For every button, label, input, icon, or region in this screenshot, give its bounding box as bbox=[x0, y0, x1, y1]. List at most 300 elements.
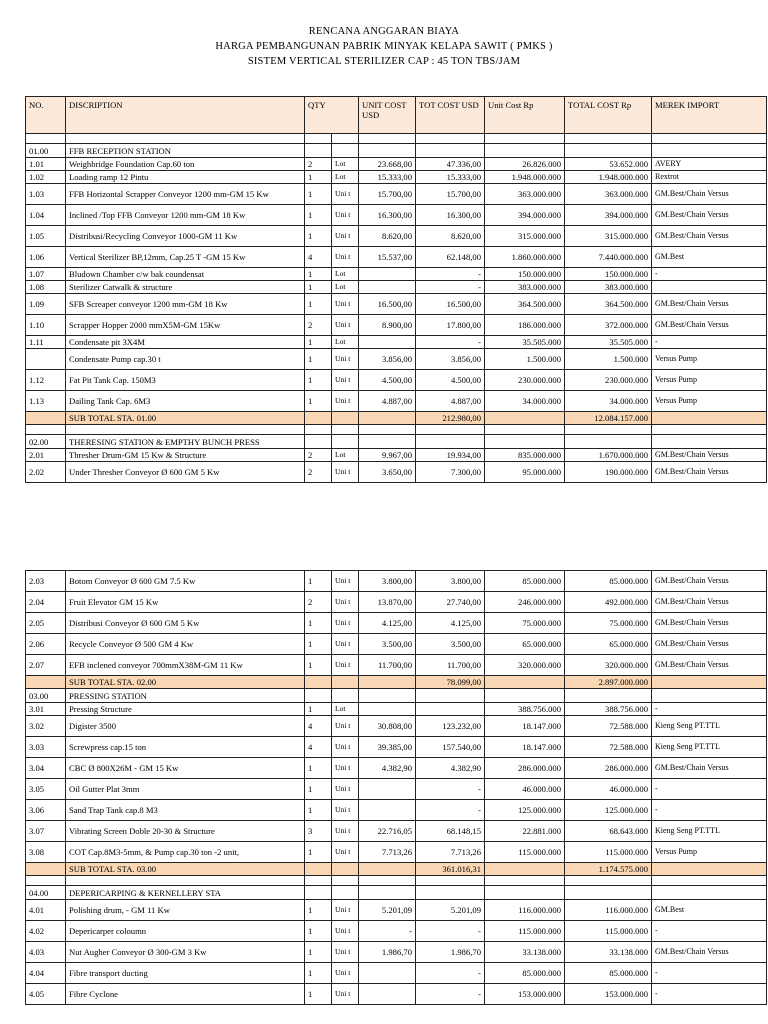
item-merek: GM.Best/Chain Versus bbox=[652, 449, 767, 462]
item-unit-cost-usd: 1.986,70 bbox=[359, 942, 416, 963]
item-merek: GM.Best/Chain Versus bbox=[652, 613, 767, 634]
subtotal-tot-cost-usd: 212.980,00 bbox=[416, 412, 485, 425]
table-row bbox=[26, 737, 767, 758]
item-unit: Uni t bbox=[332, 900, 359, 921]
item-number bbox=[26, 349, 66, 370]
item-merek: GM.Best/Chain Versus bbox=[652, 571, 767, 592]
item-qty: 1 bbox=[305, 655, 332, 676]
empty-cell bbox=[26, 412, 66, 425]
item-unit: Uni t bbox=[332, 800, 359, 821]
item-unit-cost-usd: 4.125,00 bbox=[359, 613, 416, 634]
item-total-cost-rp: 388.756.000 bbox=[565, 703, 652, 716]
item-unit: Lot bbox=[332, 268, 359, 281]
spacer-row bbox=[26, 134, 767, 144]
table-row bbox=[26, 268, 767, 281]
table-row bbox=[26, 800, 767, 821]
item-unit-cost-rp: 1.860.000.000 bbox=[485, 247, 565, 268]
item-unit-cost-usd: 3.650,00 bbox=[359, 462, 416, 483]
item-unit: Uni t bbox=[332, 634, 359, 655]
column-header-tot-cost-usd: TOT COST USD bbox=[416, 97, 485, 134]
item-tot-cost-usd: 8.620,00 bbox=[416, 226, 485, 247]
item-unit-cost-usd: 13.870,00 bbox=[359, 592, 416, 613]
empty-cell bbox=[416, 689, 485, 703]
item-number: 1.04 bbox=[26, 205, 66, 226]
item-number: 1.02 bbox=[26, 171, 66, 184]
empty-cell bbox=[359, 676, 416, 689]
item-tot-cost-usd: - bbox=[416, 281, 485, 294]
item-unit-cost-rp: 125.000.000 bbox=[485, 800, 565, 821]
table-row bbox=[26, 315, 767, 336]
item-unit-cost-rp: 320.000.000 bbox=[485, 655, 565, 676]
item-tot-cost-usd: 15.333,00 bbox=[416, 171, 485, 184]
item-qty: 1 bbox=[305, 391, 332, 412]
item-merek: Kieng Seng PT.TTL bbox=[652, 821, 767, 842]
item-description: SFB Screaper conveyor 1200 mm-GM 18 Kw bbox=[66, 294, 305, 315]
table-row bbox=[26, 205, 767, 226]
item-qty: 1 bbox=[305, 634, 332, 655]
item-tot-cost-usd: 7.300,00 bbox=[416, 462, 485, 483]
item-unit: Uni t bbox=[332, 921, 359, 942]
item-qty: 1 bbox=[305, 370, 332, 391]
empty-cell bbox=[26, 134, 66, 144]
item-total-cost-rp: 35.505.000 bbox=[565, 336, 652, 349]
item-unit-cost-usd bbox=[359, 984, 416, 1005]
item-unit-cost-usd: 3.500,00 bbox=[359, 634, 416, 655]
item-merek: - bbox=[652, 336, 767, 349]
item-number: 1.07 bbox=[26, 268, 66, 281]
empty-cell bbox=[485, 863, 565, 876]
item-qty: 1 bbox=[305, 800, 332, 821]
item-tot-cost-usd: - bbox=[416, 921, 485, 942]
item-description: Condensate pit 3X4M bbox=[66, 336, 305, 349]
item-description: Digister 3500 bbox=[66, 716, 305, 737]
item-merek: GM.Best/Chain Versus bbox=[652, 634, 767, 655]
item-tot-cost-usd: 27.740,00 bbox=[416, 592, 485, 613]
item-unit-cost-rp: 65.000.000 bbox=[485, 634, 565, 655]
item-number: 4.01 bbox=[26, 900, 66, 921]
item-description: Polishing drum, - GM 11 Kw bbox=[66, 900, 305, 921]
empty-cell bbox=[359, 412, 416, 425]
item-unit-cost-rp: 230.000.000 bbox=[485, 370, 565, 391]
empty-cell bbox=[485, 134, 565, 144]
empty-cell bbox=[565, 435, 652, 449]
item-total-cost-rp: 1.948.000.000 bbox=[565, 171, 652, 184]
empty-cell bbox=[416, 134, 485, 144]
item-unit-cost-usd: 16.500,00 bbox=[359, 294, 416, 315]
item-unit-cost-rp: 18.147.000 bbox=[485, 737, 565, 758]
item-qty: 4 bbox=[305, 247, 332, 268]
item-tot-cost-usd: 3.856,00 bbox=[416, 349, 485, 370]
section-row bbox=[26, 144, 767, 158]
item-unit: Lot bbox=[332, 336, 359, 349]
section-row bbox=[26, 689, 767, 703]
item-merek: Kieng Seng PT.TTL bbox=[652, 716, 767, 737]
item-unit: Uni t bbox=[332, 294, 359, 315]
item-description: Dailing Tank Cap. 6M3 bbox=[66, 391, 305, 412]
empty-cell bbox=[652, 435, 767, 449]
item-merek: GM.Best/Chain Versus bbox=[652, 315, 767, 336]
subtotal-total-cost-rp: 12.084.157.000 bbox=[565, 412, 652, 425]
item-unit: Uni t bbox=[332, 247, 359, 268]
empty-cell bbox=[416, 435, 485, 449]
item-tot-cost-usd: 4.125,00 bbox=[416, 613, 485, 634]
table-row bbox=[26, 462, 767, 483]
item-unit-cost-rp: 22.881.000 bbox=[485, 821, 565, 842]
item-unit-cost-usd: 3.856,00 bbox=[359, 349, 416, 370]
subtotal-row bbox=[26, 412, 767, 425]
item-total-cost-rp: 46.000.000 bbox=[565, 779, 652, 800]
table-row bbox=[26, 942, 767, 963]
item-qty: 1 bbox=[305, 842, 332, 863]
item-qty: 4 bbox=[305, 737, 332, 758]
item-description: Weighbridge Foundation Cap.60 ton bbox=[66, 158, 305, 171]
item-number: 3.08 bbox=[26, 842, 66, 863]
item-unit-cost-rp: 315.000.000 bbox=[485, 226, 565, 247]
subtotal-total-cost-rp: 1.174.575.000 bbox=[565, 863, 652, 876]
empty-cell bbox=[359, 876, 416, 886]
empty-cell bbox=[565, 144, 652, 158]
item-number: 3.03 bbox=[26, 737, 66, 758]
empty-cell bbox=[359, 144, 416, 158]
item-unit-cost-usd: 3.800,00 bbox=[359, 571, 416, 592]
item-unit: Uni t bbox=[332, 315, 359, 336]
item-unit-cost-rp: 153.000.000 bbox=[485, 984, 565, 1005]
item-description: Condensate Pump cap.30 t bbox=[66, 349, 305, 370]
item-tot-cost-usd: 7.713,26 bbox=[416, 842, 485, 863]
item-total-cost-rp: 115.000.000 bbox=[565, 842, 652, 863]
item-merek: Versus Pump bbox=[652, 391, 767, 412]
item-unit-cost-usd bbox=[359, 336, 416, 349]
item-unit: Uni t bbox=[332, 737, 359, 758]
item-tot-cost-usd: 3.500,00 bbox=[416, 634, 485, 655]
title-line-2: HARGA PEMBANGUNAN PABRIK MINYAK KELAPA SAWIT ( PMKS ) bbox=[215, 41, 553, 52]
empty-cell bbox=[305, 876, 332, 886]
item-unit-cost-usd bbox=[359, 268, 416, 281]
item-unit: Uni t bbox=[332, 655, 359, 676]
empty-cell bbox=[565, 425, 652, 435]
item-qty: 1 bbox=[305, 336, 332, 349]
table-row bbox=[26, 716, 767, 737]
empty-cell bbox=[652, 876, 767, 886]
item-description: Fibre Cyclone bbox=[66, 984, 305, 1005]
item-unit-cost-usd bbox=[359, 963, 416, 984]
item-unit-cost-usd: 11.700,00 bbox=[359, 655, 416, 676]
item-unit: Uni t bbox=[332, 779, 359, 800]
item-number: 4.02 bbox=[26, 921, 66, 942]
item-total-cost-rp: 72.588.000 bbox=[565, 716, 652, 737]
empty-cell bbox=[359, 886, 416, 900]
item-number: 2.03 bbox=[26, 571, 66, 592]
spacer-row bbox=[26, 876, 767, 886]
item-number: 4.05 bbox=[26, 984, 66, 1005]
item-unit: Uni t bbox=[332, 205, 359, 226]
item-description: Botom Conveyor Ø 600 GM 7.5 Kw bbox=[66, 571, 305, 592]
item-number: 1.08 bbox=[26, 281, 66, 294]
item-qty: 1 bbox=[305, 205, 332, 226]
item-qty: 1 bbox=[305, 942, 332, 963]
empty-cell bbox=[416, 144, 485, 158]
empty-cell bbox=[485, 689, 565, 703]
empty-cell bbox=[332, 435, 359, 449]
item-unit: Uni t bbox=[332, 963, 359, 984]
item-number: 3.04 bbox=[26, 758, 66, 779]
item-number: 2.06 bbox=[26, 634, 66, 655]
item-unit-cost-usd: - bbox=[359, 921, 416, 942]
item-tot-cost-usd: 17.800,00 bbox=[416, 315, 485, 336]
item-number: 3.06 bbox=[26, 800, 66, 821]
item-qty: 3 bbox=[305, 821, 332, 842]
item-total-cost-rp: 1.670.000.000 bbox=[565, 449, 652, 462]
item-total-cost-rp: 68.643.000 bbox=[565, 821, 652, 842]
item-unit-cost-usd: 4.887,00 bbox=[359, 391, 416, 412]
empty-cell bbox=[332, 863, 359, 876]
item-unit: Uni t bbox=[332, 571, 359, 592]
item-merek: GM.Best/Chain Versus bbox=[652, 758, 767, 779]
item-tot-cost-usd: 11.700,00 bbox=[416, 655, 485, 676]
item-unit-cost-rp: 1.948.000.000 bbox=[485, 171, 565, 184]
empty-cell bbox=[26, 676, 66, 689]
item-total-cost-rp: 364.500.000 bbox=[565, 294, 652, 315]
item-number: 3.07 bbox=[26, 821, 66, 842]
item-qty: 1 bbox=[305, 171, 332, 184]
item-unit: Uni t bbox=[332, 226, 359, 247]
item-unit-cost-rp: 85.000.000 bbox=[485, 571, 565, 592]
subtotal-label: SUB TOTAL STA. 02.00 bbox=[66, 676, 305, 689]
item-number: 1.11 bbox=[26, 336, 66, 349]
empty-cell bbox=[66, 134, 305, 144]
item-total-cost-rp: 85.000.000 bbox=[565, 963, 652, 984]
item-description: Sterilizer Catwalk & structure bbox=[66, 281, 305, 294]
empty-cell bbox=[305, 435, 332, 449]
empty-cell bbox=[332, 144, 359, 158]
table-row bbox=[26, 281, 767, 294]
item-qty: 1 bbox=[305, 779, 332, 800]
item-unit-cost-usd bbox=[359, 779, 416, 800]
empty-cell bbox=[416, 876, 485, 886]
item-merek: - bbox=[652, 921, 767, 942]
section-title: DEPERICARPING & KERNELLERY STA bbox=[66, 886, 305, 900]
subtotal-row bbox=[26, 863, 767, 876]
item-total-cost-rp: 34.000.000 bbox=[565, 391, 652, 412]
item-merek: Versus Pump bbox=[652, 349, 767, 370]
item-unit-cost-rp: 383.000.000 bbox=[485, 281, 565, 294]
item-unit-cost-rp: 364.500.000 bbox=[485, 294, 565, 315]
item-qty: 2 bbox=[305, 449, 332, 462]
item-merek: GM.Best/Chain Versus bbox=[652, 184, 767, 205]
table-row bbox=[26, 171, 767, 184]
item-total-cost-rp: 116.000.000 bbox=[565, 900, 652, 921]
item-unit-cost-rp: 95.000.000 bbox=[485, 462, 565, 483]
item-merek: GM.Best/Chain Versus bbox=[652, 462, 767, 483]
item-total-cost-rp: 230.000.000 bbox=[565, 370, 652, 391]
empty-cell bbox=[26, 425, 66, 435]
table-row bbox=[26, 449, 767, 462]
item-tot-cost-usd: 19.934,00 bbox=[416, 449, 485, 462]
item-number: 3.01 bbox=[26, 703, 66, 716]
empty-cell bbox=[26, 863, 66, 876]
empty-cell bbox=[305, 886, 332, 900]
item-total-cost-rp: 53.652.000 bbox=[565, 158, 652, 171]
item-merek: GM.Best bbox=[652, 900, 767, 921]
empty-cell bbox=[359, 425, 416, 435]
item-total-cost-rp: 65.000.000 bbox=[565, 634, 652, 655]
item-total-cost-rp: 383.000.000 bbox=[565, 281, 652, 294]
empty-cell bbox=[485, 435, 565, 449]
item-tot-cost-usd: 1.986,70 bbox=[416, 942, 485, 963]
table-row bbox=[26, 158, 767, 171]
item-qty: 1 bbox=[305, 281, 332, 294]
empty-cell bbox=[652, 689, 767, 703]
item-unit-cost-usd: 4.382,90 bbox=[359, 758, 416, 779]
item-number: 4.04 bbox=[26, 963, 66, 984]
item-unit: Uni t bbox=[332, 391, 359, 412]
item-description: Inclined /Top FFB Conveyor 1200 mm-GM 18 Kw bbox=[66, 205, 305, 226]
item-number: 1.13 bbox=[26, 391, 66, 412]
table-row bbox=[26, 613, 767, 634]
item-qty: 2 bbox=[305, 315, 332, 336]
item-description: Distribusi/Recycling Conveyor 1000-GM 11 Kw bbox=[66, 226, 305, 247]
table-row bbox=[26, 592, 767, 613]
item-description: Loading ramp 12 Pintu bbox=[66, 171, 305, 184]
table-row bbox=[26, 963, 767, 984]
item-unit: Uni t bbox=[332, 984, 359, 1005]
item-qty: 1 bbox=[305, 963, 332, 984]
item-unit-cost-usd: 8.620,00 bbox=[359, 226, 416, 247]
empty-cell bbox=[485, 412, 565, 425]
subtotal-label: SUB TOTAL STA. 03.00 bbox=[66, 863, 305, 876]
item-merek: GM.Best/Chain Versus bbox=[652, 942, 767, 963]
item-total-cost-rp: 363.000.000 bbox=[565, 184, 652, 205]
item-tot-cost-usd: 62.148,00 bbox=[416, 247, 485, 268]
item-description: FFB Horizontal Scrapper Conveyor 1200 mm-GM 15 Kw bbox=[66, 184, 305, 205]
item-merek bbox=[652, 281, 767, 294]
item-number: 3.05 bbox=[26, 779, 66, 800]
item-unit-cost-rp: 35.505.000 bbox=[485, 336, 565, 349]
subtotal-row bbox=[26, 676, 767, 689]
item-description: Sand Trap Tank cap.8 M3 bbox=[66, 800, 305, 821]
item-description: Oil Gutter Plat 3mm bbox=[66, 779, 305, 800]
item-unit-cost-usd: 8.900,00 bbox=[359, 315, 416, 336]
item-number: 2.01 bbox=[26, 449, 66, 462]
item-merek: - bbox=[652, 779, 767, 800]
empty-cell bbox=[359, 863, 416, 876]
table-row bbox=[26, 900, 767, 921]
item-number: 1.05 bbox=[26, 226, 66, 247]
item-qty: 1 bbox=[305, 571, 332, 592]
table-row bbox=[26, 184, 767, 205]
item-unit-cost-rp: 116.000.000 bbox=[485, 900, 565, 921]
item-description: CBC Ø 800X26M - GM 15 Kw bbox=[66, 758, 305, 779]
item-description: Depericarper coloumn bbox=[66, 921, 305, 942]
item-total-cost-rp: 372.000.000 bbox=[565, 315, 652, 336]
empty-cell bbox=[305, 412, 332, 425]
item-tot-cost-usd: 47.336,00 bbox=[416, 158, 485, 171]
item-unit: Lot bbox=[332, 171, 359, 184]
item-qty: 1 bbox=[305, 703, 332, 716]
item-merek: - bbox=[652, 800, 767, 821]
empty-cell bbox=[652, 676, 767, 689]
section-row bbox=[26, 435, 767, 449]
table-row bbox=[26, 391, 767, 412]
item-unit: Uni t bbox=[332, 613, 359, 634]
item-merek: - bbox=[652, 703, 767, 716]
empty-cell bbox=[305, 676, 332, 689]
item-tot-cost-usd: 16.300,00 bbox=[416, 205, 485, 226]
item-description: EFB inclened conveyor 700mmX38M-GM 11 Kw bbox=[66, 655, 305, 676]
item-unit: Uni t bbox=[332, 716, 359, 737]
item-description: Fibre transport ducting bbox=[66, 963, 305, 984]
item-unit-cost-rp: 26.826.000 bbox=[485, 158, 565, 171]
item-tot-cost-usd: 5.201,09 bbox=[416, 900, 485, 921]
item-total-cost-rp: 125.000.000 bbox=[565, 800, 652, 821]
item-unit-cost-rp: 286.000.000 bbox=[485, 758, 565, 779]
item-unit: Uni t bbox=[332, 370, 359, 391]
empty-cell bbox=[332, 676, 359, 689]
empty-cell bbox=[416, 886, 485, 900]
item-tot-cost-usd: 15.700,00 bbox=[416, 184, 485, 205]
item-description: Vibrating Screen Doble 20-30 & Structure bbox=[66, 821, 305, 842]
item-unit-cost-rp: 18.147.000 bbox=[485, 716, 565, 737]
item-description: COT Cap.8M3-5mm, & Pump cap.30 ton -2 unit, bbox=[66, 842, 305, 863]
item-unit-cost-rp: 115.000.000 bbox=[485, 842, 565, 863]
item-unit-cost-rp: 1.500.000 bbox=[485, 349, 565, 370]
item-unit: Uni t bbox=[332, 821, 359, 842]
item-unit-cost-usd: 23.668,00 bbox=[359, 158, 416, 171]
item-qty: 1 bbox=[305, 613, 332, 634]
item-tot-cost-usd: 4.382,90 bbox=[416, 758, 485, 779]
item-unit-cost-rp: 388.756.000 bbox=[485, 703, 565, 716]
item-tot-cost-usd: - bbox=[416, 963, 485, 984]
item-tot-cost-usd: 3.800,00 bbox=[416, 571, 485, 592]
column-header-qty: QTY bbox=[305, 97, 359, 134]
item-total-cost-rp: 320.000.000 bbox=[565, 655, 652, 676]
item-merek: - bbox=[652, 984, 767, 1005]
item-total-cost-rp: 85.000.000 bbox=[565, 571, 652, 592]
item-description: Under Thresher Conveyor Ø 600 GM 5 Kw bbox=[66, 462, 305, 483]
item-unit-cost-usd: 15.537,00 bbox=[359, 247, 416, 268]
item-merek: GM.Best/Chain Versus bbox=[652, 592, 767, 613]
empty-cell bbox=[332, 134, 359, 144]
item-unit-cost-usd bbox=[359, 800, 416, 821]
item-unit: Uni t bbox=[332, 592, 359, 613]
item-total-cost-rp: 190.000.000 bbox=[565, 462, 652, 483]
item-unit-cost-usd: 30.808,00 bbox=[359, 716, 416, 737]
item-unit-cost-rp: 33.138.000 bbox=[485, 942, 565, 963]
item-number: 2.02 bbox=[26, 462, 66, 483]
budget-table-page-1 bbox=[25, 96, 767, 483]
item-merek: Kieng Seng PT.TTL bbox=[652, 737, 767, 758]
table-row bbox=[26, 921, 767, 942]
section-title: THERESING STATION & EMPTHY BUNCH PRESS bbox=[66, 435, 305, 449]
spacer-row bbox=[26, 425, 767, 435]
item-qty: 2 bbox=[305, 158, 332, 171]
item-number: 1.01 bbox=[26, 158, 66, 171]
item-tot-cost-usd: - bbox=[416, 779, 485, 800]
item-unit: Lot bbox=[332, 158, 359, 171]
item-number: 4.03 bbox=[26, 942, 66, 963]
table-row bbox=[26, 370, 767, 391]
item-qty: 1 bbox=[305, 900, 332, 921]
item-unit: Lot bbox=[332, 703, 359, 716]
item-description: Distribusi Conveyor Ø 600 GM 5 Kw bbox=[66, 613, 305, 634]
empty-cell bbox=[66, 876, 305, 886]
item-unit-cost-rp: 835.000.000 bbox=[485, 449, 565, 462]
item-description: Fat Pit Tank Cap. 150M3 bbox=[66, 370, 305, 391]
budget-table-page-2 bbox=[25, 570, 767, 1005]
item-total-cost-rp: 492.000.000 bbox=[565, 592, 652, 613]
item-unit: Lot bbox=[332, 281, 359, 294]
empty-cell bbox=[565, 134, 652, 144]
